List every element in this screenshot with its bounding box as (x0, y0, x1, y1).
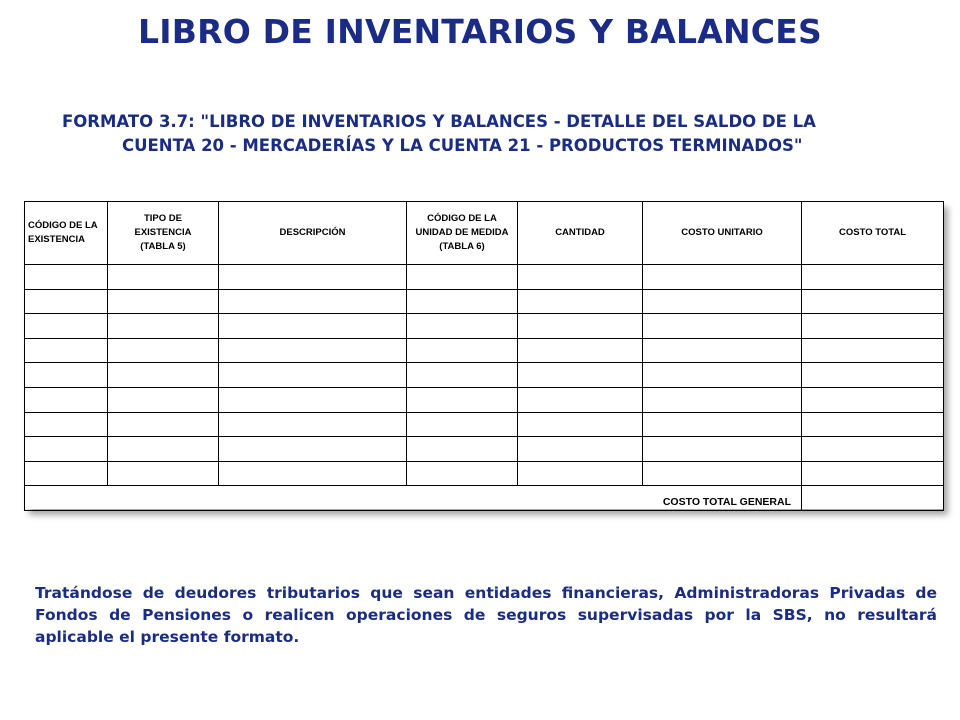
table-cell[interactable] (643, 412, 802, 437)
table-cell[interactable] (219, 437, 407, 462)
column-header-line: CÓDIGO DE LA (28, 220, 98, 231)
table-body (25, 265, 944, 511)
table-cell[interactable] (802, 265, 944, 290)
table-cell[interactable] (518, 338, 643, 363)
table-cell[interactable] (219, 412, 407, 437)
table-cell[interactable] (643, 338, 802, 363)
table-cell[interactable] (407, 387, 518, 412)
table-cell[interactable] (802, 289, 944, 314)
table-header-row (25, 202, 944, 265)
column-header (25, 202, 108, 265)
subtitle-line-2: CUENTA 20 - MERCADERÍAS Y LA CUENTA 21 - PRODUCTOS TERMINADOS" (122, 136, 803, 155)
column-header-line: EXISTENCIA (134, 227, 192, 238)
column-header-line: TIPO DE (143, 213, 182, 224)
table-cell[interactable] (802, 412, 944, 437)
table-cell[interactable] (518, 387, 643, 412)
table-row (25, 461, 944, 486)
table-cell[interactable] (643, 265, 802, 290)
inventory-table-container (24, 201, 943, 509)
table-cell[interactable] (219, 338, 407, 363)
table-cell[interactable] (25, 461, 108, 486)
table-cell[interactable] (108, 387, 219, 412)
table-cell[interactable] (407, 412, 518, 437)
column-header-line: COSTO TOTAL (838, 227, 907, 238)
table-row (25, 289, 944, 314)
table-cell[interactable] (219, 387, 407, 412)
column-header (219, 202, 407, 265)
table-row (25, 437, 944, 462)
column-header-line: CÓDIGO DE LA (427, 213, 497, 224)
note-paragraph: Tratándose de deudores tributarios que sean entidades financieras, Administradoras Privadas de Fondos de Pensiones o realicen operaciones de seguros supervisadas por la SBS, no resultará aplicable el presente formato. (35, 583, 937, 646)
table-cell[interactable] (108, 412, 219, 437)
table-cell[interactable] (643, 289, 802, 314)
table-cell[interactable] (518, 289, 643, 314)
table-cell[interactable] (219, 461, 407, 486)
column-header-line: EXISTENCIA (28, 234, 86, 245)
table-cell[interactable] (407, 314, 518, 339)
inventory-table (24, 201, 944, 511)
table-cell[interactable] (108, 338, 219, 363)
table-cell[interactable] (219, 363, 407, 388)
table-cell[interactable] (802, 437, 944, 462)
table-cell[interactable] (802, 461, 944, 486)
table-cell[interactable] (407, 289, 518, 314)
table-cell[interactable] (643, 363, 802, 388)
table-cell[interactable] (802, 363, 944, 388)
table-cell[interactable] (518, 412, 643, 437)
column-header-line: (TABLA 5) (140, 241, 186, 252)
subtitle-line-1: FORMATO 3.7: "LIBRO DE INVENTARIOS Y BALANCES - DETALLE DEL SALDO DE LA (62, 112, 816, 131)
table-cell[interactable] (518, 265, 643, 290)
table-cell[interactable] (108, 314, 219, 339)
column-header (643, 202, 802, 265)
table-cell[interactable] (25, 437, 108, 462)
table-cell[interactable] (407, 265, 518, 290)
table-cell[interactable] (108, 461, 219, 486)
table-cell[interactable] (407, 338, 518, 363)
table-cell[interactable] (108, 265, 219, 290)
format-subtitle (62, 110, 922, 158)
table-cell[interactable] (518, 461, 643, 486)
table-cell[interactable] (108, 363, 219, 388)
column-header (518, 202, 643, 265)
table-cell[interactable] (518, 363, 643, 388)
table-row (25, 412, 944, 437)
table-cell[interactable] (25, 314, 108, 339)
table-cell[interactable] (518, 314, 643, 339)
table-cell[interactable] (407, 461, 518, 486)
column-header (407, 202, 518, 265)
table-cell[interactable] (25, 338, 108, 363)
table-row (25, 387, 944, 412)
table-cell[interactable] (643, 461, 802, 486)
table-cell[interactable] (108, 437, 219, 462)
table-cell[interactable] (219, 314, 407, 339)
table-cell[interactable] (25, 289, 108, 314)
total-general-value[interactable] (802, 486, 944, 511)
table-cell[interactable] (25, 265, 108, 290)
column-header-line: DESCRIPCIÓN (279, 227, 346, 238)
column-header-line: UNIDAD DE MEDIDA (415, 227, 509, 238)
column-header (802, 202, 944, 265)
total-row (25, 486, 944, 511)
table-row (25, 338, 944, 363)
table-row (25, 314, 944, 339)
table-cell[interactable] (25, 363, 108, 388)
column-header-line: (TABLA 6) (439, 241, 485, 252)
table-cell[interactable] (407, 363, 518, 388)
table-cell[interactable] (802, 338, 944, 363)
table-cell[interactable] (802, 314, 944, 339)
table-cell[interactable] (25, 412, 108, 437)
table-cell[interactable] (643, 387, 802, 412)
table-cell[interactable] (219, 289, 407, 314)
table-cell[interactable] (219, 265, 407, 290)
table-cell[interactable] (108, 289, 219, 314)
table-cell[interactable] (643, 437, 802, 462)
column-header-line: CANTIDAD (555, 227, 605, 238)
table-cell[interactable] (407, 437, 518, 462)
page-title: LIBRO DE INVENTARIOS Y BALANCES (138, 12, 822, 51)
total-general-label: COSTO TOTAL GENERAL (25, 486, 802, 511)
table-cell[interactable] (25, 387, 108, 412)
table-row (25, 363, 944, 388)
column-header (108, 202, 219, 265)
table-row (25, 265, 944, 290)
table-cell[interactable] (643, 314, 802, 339)
column-header-line: COSTO UNITARIO (681, 227, 763, 238)
table-cell[interactable] (518, 437, 643, 462)
table-cell[interactable] (802, 387, 944, 412)
